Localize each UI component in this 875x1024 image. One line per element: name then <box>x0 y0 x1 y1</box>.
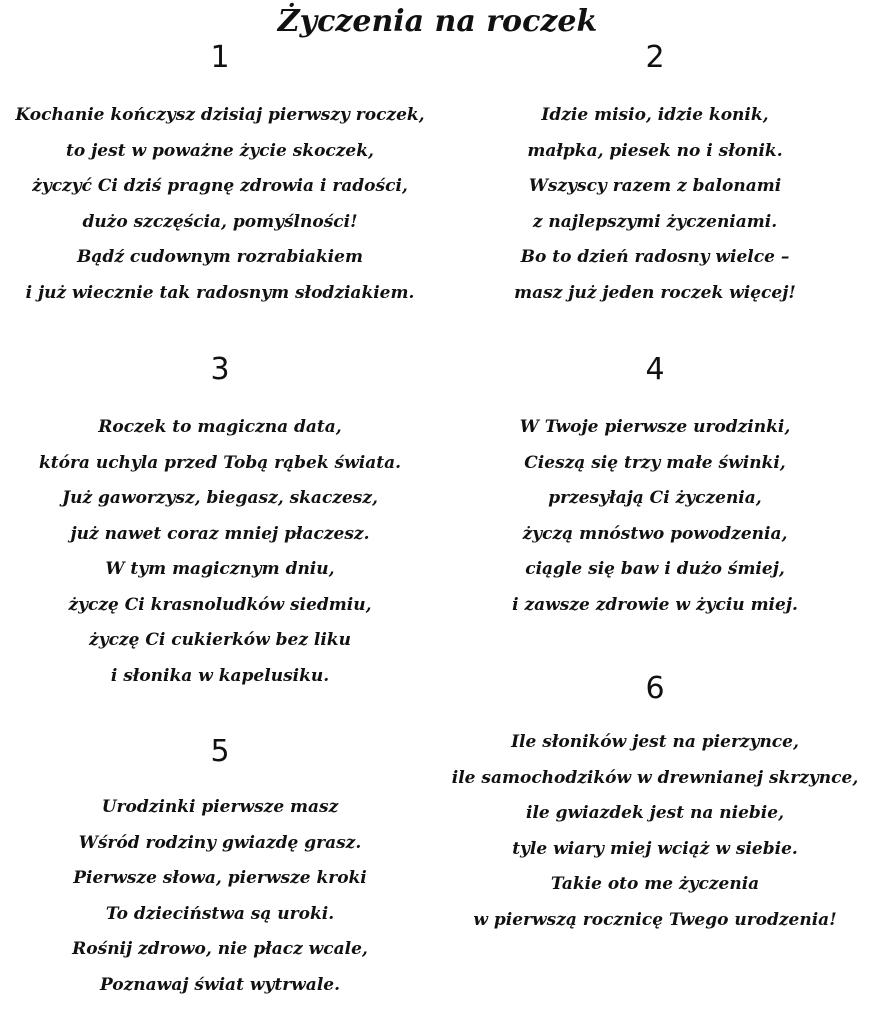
poem-line: która uchyla przed Tobą rąbek świata. <box>38 452 401 473</box>
poem-line: Idzie misio, idzie konik, <box>541 105 769 125</box>
poem-line: Bo to dzień radosny wielce – <box>520 247 790 267</box>
poem-number: 3 <box>210 352 230 387</box>
poem-line: w pierwszą rocznicę Twego urodzenia! <box>473 909 837 930</box>
poem-line: W Twoje pierwsze urodzinki, <box>519 417 791 437</box>
poem-number: 6 <box>645 671 665 706</box>
poem-number: 5 <box>210 734 230 769</box>
poem-line: ciągle się baw i dużo śmiej, <box>525 559 785 579</box>
poem-line: Poznawaj świat wytrwale. <box>99 974 341 995</box>
poem-line: Urodzinki pierwsze masz <box>101 797 339 817</box>
poem-line: życzę Ci krasnoludków siedmiu, <box>68 594 372 615</box>
poem-line: i zawsze zdrowie w życiu miej. <box>512 594 798 615</box>
poem-line: ile gwiazdek jest na niebie, <box>525 803 784 823</box>
poem-line: życzyć Ci dziś pragnę zdrowia i radości, <box>32 176 408 196</box>
poem-number: 1 <box>210 40 230 75</box>
poem-line: Rośnij zdrowo, nie płacz wcale, <box>72 939 368 959</box>
poem-line: To dzieciństwa są uroki. <box>105 903 335 924</box>
poem-line: W tym magicznym dniu, <box>105 559 335 579</box>
poem-lines <box>435 98 875 311</box>
poem-lines <box>0 790 440 1003</box>
poem-line: tyle wiary miej wciąż w siebie. <box>512 838 798 859</box>
poem-line: to jest w poważne życie skoczek, <box>66 140 374 161</box>
poem-5 <box>0 734 440 1003</box>
poem-line: i już wiecznie tak radosnym słodziakiem. <box>25 282 415 303</box>
poem-lines <box>435 725 875 938</box>
poem-line: Pierwsze słowa, pierwsze kroki <box>73 868 367 888</box>
poem-lines <box>435 410 875 623</box>
poem-line: Takie oto me życzenia <box>550 874 760 894</box>
poem-line: Już gaworzysz, biegasz, skaczesz, <box>62 488 378 508</box>
poem-line: małpka, piesek no i słonik. <box>527 140 783 161</box>
poem-line: dużo szczęścia, pomyślności! <box>82 211 358 232</box>
poem-line: życzę Ci cukierków bez liku <box>89 630 351 650</box>
poem-lines <box>0 98 440 311</box>
poem-line: Cieszą się trzy małe świnki, <box>524 452 786 473</box>
page-title: Życzenia na roczek <box>277 4 598 39</box>
poem-4 <box>435 352 875 623</box>
poem-line: Kochanie kończysz dzisiaj pierwszy roczek, <box>15 105 425 125</box>
poem-line: już nawet coraz mniej płaczesz. <box>70 523 370 544</box>
poem-line: życzą mnóstwo powodzenia, <box>522 523 788 544</box>
poem-lines <box>0 410 440 694</box>
poem-line: Bądź cudownym rozrabiakiem <box>77 247 363 267</box>
poem-1 <box>0 40 440 311</box>
poem-line: z najlepszymi życzeniami. <box>532 211 778 232</box>
poem-2 <box>435 40 875 311</box>
poem-3 <box>0 352 440 694</box>
poem-number: 4 <box>645 352 665 387</box>
poem-line: Wszyscy razem z balonami <box>528 176 782 196</box>
poem-line: przesyłają Ci życzenia, <box>548 488 762 508</box>
poem-line: Wśród rodziny gwiazdę grasz. <box>78 832 362 853</box>
poem-line: ile samochodzików w drewnianej skrzynce, <box>451 767 859 788</box>
poem-6 <box>435 671 875 938</box>
poem-line: masz już jeden roczek więcej! <box>514 282 796 303</box>
poem-line: Ile słoników jest na pierzynce, <box>511 732 799 752</box>
poem-line: Roczek to magiczna data, <box>98 417 342 437</box>
poem-number: 2 <box>645 40 665 75</box>
poem-line: i słonika w kapelusiku. <box>110 665 330 686</box>
